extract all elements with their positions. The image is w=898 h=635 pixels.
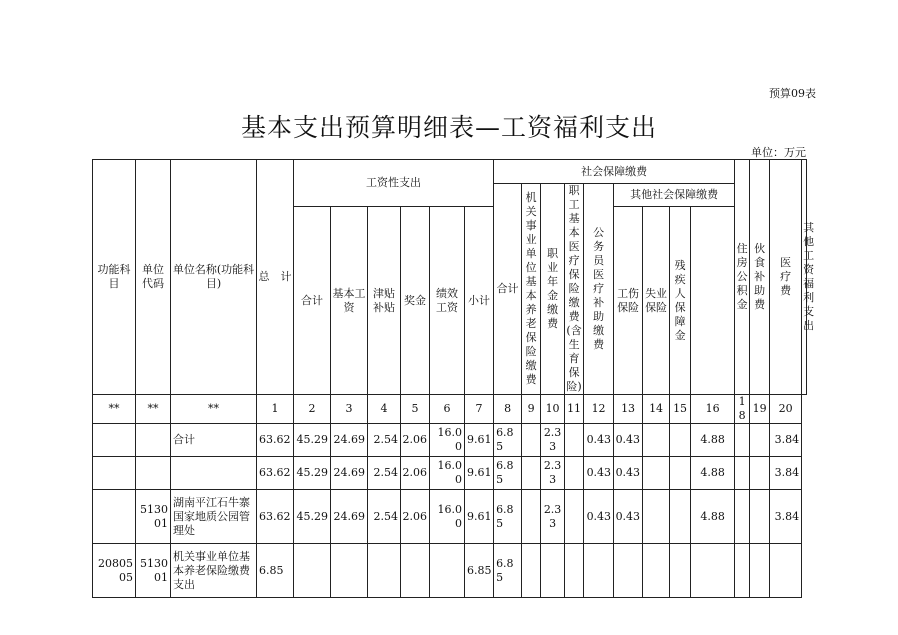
- cell-code: [136, 424, 171, 457]
- cell-perf: 16.00: [430, 490, 465, 544]
- header-housing-fund: 住房公积金: [735, 160, 750, 395]
- cell-annuity: [522, 490, 541, 544]
- index-cell: 6: [430, 395, 465, 424]
- header-basic-wage: 基本工资: [331, 207, 368, 395]
- cell-code: 513001: [136, 490, 171, 544]
- cell-func: [93, 457, 136, 490]
- header-injury-insurance: 工伤保险: [614, 207, 643, 395]
- index-cell: 11: [565, 395, 584, 424]
- index-cell: 15: [670, 395, 691, 424]
- cell-subtotal: 0.43: [584, 490, 614, 544]
- cell-wage-total: 45.29: [294, 490, 331, 544]
- index-cell: 13: [614, 395, 643, 424]
- cell-total: 6.85: [257, 544, 294, 598]
- cell-perf: 16.00: [430, 457, 465, 490]
- cell-medical: 2.33: [541, 490, 565, 544]
- cell-injury: 0.43: [614, 457, 643, 490]
- cell-medfee: [750, 424, 770, 457]
- cell-wage-total: 45.29: [294, 424, 331, 457]
- header-total: 总 计: [257, 160, 294, 395]
- index-cell: 18: [735, 395, 750, 424]
- cell-annuity: [522, 544, 541, 598]
- header-unit-name: 单位名称(功能科目): [171, 160, 257, 395]
- cell-cs-medical: [565, 544, 584, 598]
- index-cell: 16: [691, 395, 735, 424]
- cell-allow: 2.54: [368, 457, 401, 490]
- cell-subtotal: 0.43: [584, 457, 614, 490]
- cell-housing: 4.88: [691, 424, 735, 457]
- header-medical-fee: 医疗费: [770, 160, 802, 395]
- index-cell: **: [171, 395, 257, 424]
- header-performance-wage: 绩效工资: [430, 207, 465, 395]
- cell-name: 机关事业单位基本养老保险缴费支出: [171, 544, 257, 598]
- cell-bonus: [401, 544, 430, 598]
- cell-meal: [735, 544, 750, 598]
- cell-wage-total: [294, 544, 331, 598]
- cell-annuity: [522, 424, 541, 457]
- cell-pension: 6.85: [494, 490, 522, 544]
- cell-disab: [670, 490, 691, 544]
- header-unemployment-insurance: 失业保险: [643, 207, 670, 395]
- cell-medfee: [750, 490, 770, 544]
- cell-other: [770, 544, 802, 598]
- cell-name: [171, 457, 257, 490]
- table-row: [93, 457, 807, 490]
- cell-allow: [368, 544, 401, 598]
- cell-unemp: [643, 424, 670, 457]
- header-employee-medical: 职工基本医疗保险缴费(含生育保险): [566, 184, 582, 393]
- cell-pension: 6.85: [494, 457, 522, 490]
- cell-soc-total: 9.61: [465, 457, 494, 490]
- cell-subtotal: 0.43: [584, 424, 614, 457]
- cell-disab: [670, 424, 691, 457]
- cell-injury: 0.43: [614, 424, 643, 457]
- header-other-social-group: 其他社会保障缴费: [614, 184, 735, 207]
- table-row: [93, 544, 807, 598]
- cell-name: 合计: [171, 424, 257, 457]
- cell-injury: 0.43: [614, 490, 643, 544]
- cell-medfee: [750, 457, 770, 490]
- header-unit-code: 单位代码: [136, 160, 171, 395]
- cell-soc-total: 6.85: [465, 544, 494, 598]
- index-cell: 10: [541, 395, 565, 424]
- cell-other: 3.84: [770, 457, 802, 490]
- cell-soc-total: 9.61: [465, 424, 494, 457]
- index-cell: 2: [294, 395, 331, 424]
- cell-basic: 24.69: [331, 424, 368, 457]
- cell-other: 3.84: [770, 490, 802, 544]
- cell-soc-total: 9.61: [465, 490, 494, 544]
- header-social-total: 合计: [494, 184, 522, 395]
- cell-subtotal: [584, 544, 614, 598]
- cell-unemp: [643, 457, 670, 490]
- cell-housing: 4.88: [691, 490, 735, 544]
- header-disability-fund: 残疾人保障金: [670, 207, 691, 395]
- header-occupational-annuity: 职业年金缴费: [541, 184, 565, 395]
- cell-bonus: 2.06: [401, 457, 430, 490]
- index-cell: 9: [522, 395, 541, 424]
- header-allowance: 津贴补贴: [368, 207, 401, 395]
- cell-bonus: 2.06: [401, 490, 430, 544]
- cell-pension: 6.85: [494, 424, 522, 457]
- cell-allow: 2.54: [368, 490, 401, 544]
- cell-func: [93, 490, 136, 544]
- index-cell: 1: [257, 395, 294, 424]
- cell-cs-medical: [565, 457, 584, 490]
- cell-perf: 16.00: [430, 424, 465, 457]
- budget-table: [92, 159, 815, 598]
- cell-housing: [691, 544, 735, 598]
- header-wage-total: 合计: [294, 207, 331, 395]
- cell-code: [136, 457, 171, 490]
- index-cell: 8: [494, 395, 522, 424]
- cell-total: 63.62: [257, 490, 294, 544]
- cell-medical: 2.33: [541, 424, 565, 457]
- header-wage-group: 工资性支出: [294, 160, 494, 207]
- cell-annuity: [522, 457, 541, 490]
- page-title: 基本支出预算明细表—工资福利支出: [240, 113, 657, 142]
- header-meal-subsidy: 伙食补助费: [750, 160, 770, 395]
- index-cell: 14: [643, 395, 670, 424]
- header-func-subject: 功能科目: [93, 160, 136, 395]
- cell-pension: 6.85: [494, 544, 522, 598]
- index-cell: 20: [770, 395, 802, 424]
- table-row: [93, 490, 807, 544]
- cell-unemp: [643, 490, 670, 544]
- cell-housing: 4.88: [691, 457, 735, 490]
- cell-cs-medical: [565, 490, 584, 544]
- cell-basic: 24.69: [331, 457, 368, 490]
- index-cell: 12: [584, 395, 614, 424]
- index-cell: 4: [368, 395, 401, 424]
- cell-code: 513001: [136, 544, 171, 598]
- index-cell: 19: [750, 395, 770, 424]
- index-cell: **: [93, 395, 136, 424]
- cell-disab: [670, 544, 691, 598]
- cell-medical: 2.33: [541, 457, 565, 490]
- index-cell: 7: [465, 395, 494, 424]
- header-bonus: 奖金: [401, 207, 430, 395]
- header-subtotal: 小计: [465, 207, 494, 395]
- cell-func: [93, 424, 136, 457]
- index-row: [93, 395, 807, 424]
- cell-total: 63.62: [257, 424, 294, 457]
- cell-total: 63.62: [257, 457, 294, 490]
- cell-basic: [331, 544, 368, 598]
- cell-name: 湖南平江石牛寨国家地质公园管理处: [171, 490, 257, 544]
- header-social-group: 社会保障缴费: [494, 160, 735, 184]
- index-cell: **: [136, 395, 171, 424]
- cell-disab: [670, 457, 691, 490]
- table-row: [93, 424, 807, 457]
- cell-medical: [541, 544, 565, 598]
- index-cell: 3: [331, 395, 368, 424]
- cell-unemp: [643, 544, 670, 598]
- cell-meal: [735, 457, 750, 490]
- cell-bonus: 2.06: [401, 424, 430, 457]
- cell-perf: [430, 544, 465, 598]
- form-number: 预算09表: [769, 87, 816, 100]
- cell-cs-medical: [565, 424, 584, 457]
- cell-injury: [614, 544, 643, 598]
- cell-other: 3.84: [770, 424, 802, 457]
- cell-meal: [735, 424, 750, 457]
- cell-meal: [735, 490, 750, 544]
- header-other-welfare: 其他工资福利支出: [802, 160, 807, 395]
- cell-func: 2080505: [93, 544, 136, 598]
- cell-allow: 2.54: [368, 424, 401, 457]
- cell-basic: 24.69: [331, 490, 368, 544]
- unit-label: 单位：万元: [751, 146, 806, 159]
- cell-wage-total: 45.29: [294, 457, 331, 490]
- header-civil-servant-medical: 公务员医疗补助缴费: [584, 184, 614, 395]
- cell-medfee: [750, 544, 770, 598]
- index-cell: 5: [401, 395, 430, 424]
- header-agency-pension: 机关事业单位基本养老保险缴费: [522, 184, 541, 395]
